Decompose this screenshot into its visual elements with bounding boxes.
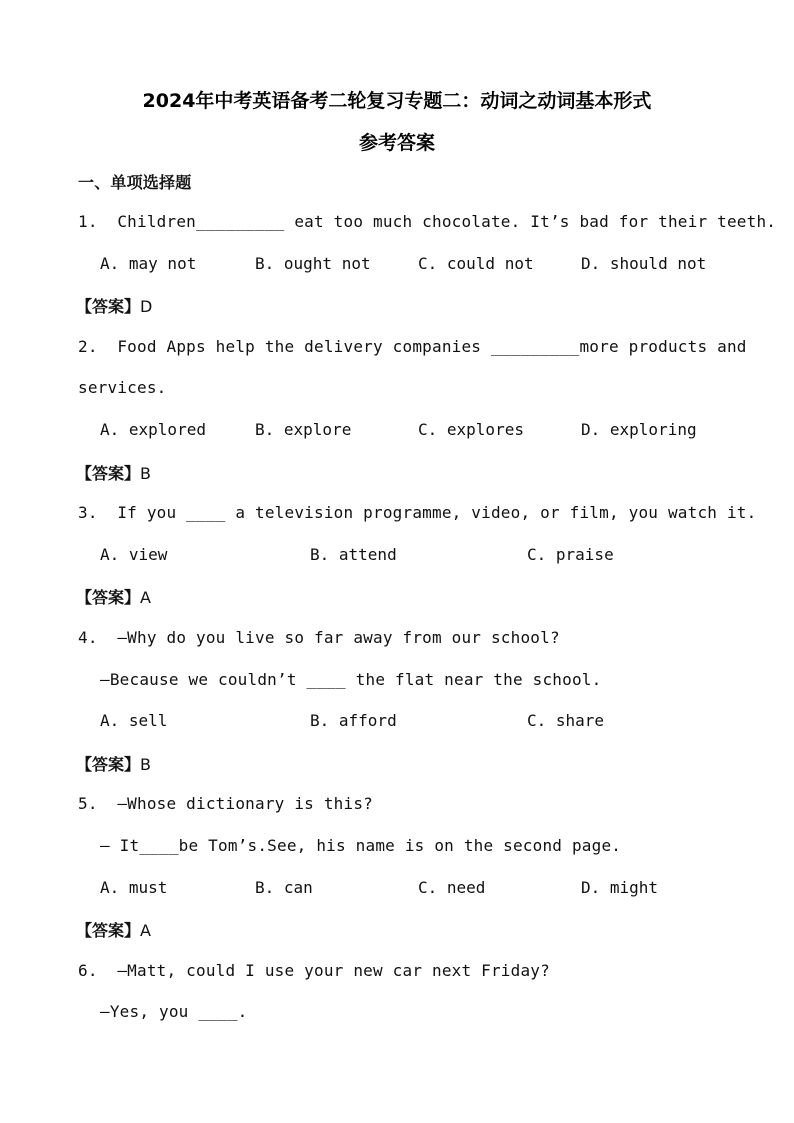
q1-answer (76, 294, 152, 317)
q4-option-b: B. afford (310, 711, 397, 730)
section-heading: 一、单项选择题 (78, 173, 192, 192)
q3-option-a: A. view (100, 545, 168, 564)
question-3-text: 3. If you ____ a television programme, video, or film, you watch it. (78, 503, 757, 522)
answer-label: 【答案】 (76, 464, 141, 483)
q5-option-d: D. might (581, 878, 659, 897)
q2-answer-letter: B (140, 464, 151, 483)
q2-option-b: B. explore (255, 420, 352, 439)
document-subtitle: 参考答案 (358, 132, 435, 154)
answer-label: 【答案】 (76, 297, 141, 316)
question-4-reply: —Because we couldn’t ____ the flat near the school. (100, 670, 602, 689)
question-4-text: 4. —Why do you live so far away from our school? (78, 628, 560, 647)
q2-option-a: A. explored (100, 420, 206, 439)
question-5-reply: — It____be Tom’s.See, his name is on the second page. (100, 836, 622, 855)
q4-answer-letter: B (140, 755, 151, 774)
q4-option-c: C. share (527, 711, 605, 730)
q5-option-a: A. must (100, 878, 168, 897)
question-2-text-cont: services. (78, 378, 167, 397)
answer-label: 【答案】 (76, 588, 141, 607)
q4-answer (76, 752, 151, 775)
q3-option-b: B. attend (310, 545, 397, 564)
question-1-text: 1. Children_________ eat too much chocolate. It’s bad for their teeth. (78, 212, 777, 231)
q2-answer (76, 461, 151, 484)
q1-option-a: A. may not (100, 254, 197, 273)
q3-option-c: C. praise (527, 545, 614, 564)
q4-option-a: A. sell (100, 711, 168, 730)
q5-option-b: B. can (255, 878, 313, 897)
document-title: 2024年中考英语备考二轮复习专题二：动词之动词基本形式 (142, 90, 652, 112)
question-6-reply: —Yes, you ____. (100, 1002, 248, 1021)
q3-answer-letter: A (140, 588, 151, 607)
answer-label: 【答案】 (76, 755, 141, 774)
question-5-text: 5. —Whose dictionary is this? (78, 794, 373, 813)
question-6-text: 6. —Matt, could I use your new car next Friday? (78, 961, 550, 980)
q5-answer (76, 918, 151, 941)
q1-answer-letter: D (140, 297, 153, 316)
q1-option-c: C. could not (418, 254, 534, 273)
answer-label: 【答案】 (76, 921, 141, 940)
q1-option-d: D. should not (581, 254, 707, 273)
q2-option-c: C. explores (418, 420, 524, 439)
q2-option-d: D. exploring (581, 420, 697, 439)
q5-option-c: C. need (418, 878, 486, 897)
q5-answer-letter: A (140, 921, 151, 940)
q3-answer (76, 585, 151, 608)
question-2-text: 2. Food Apps help the delivery companies _________more products and (78, 337, 747, 356)
q1-option-b: B. ought not (255, 254, 371, 273)
